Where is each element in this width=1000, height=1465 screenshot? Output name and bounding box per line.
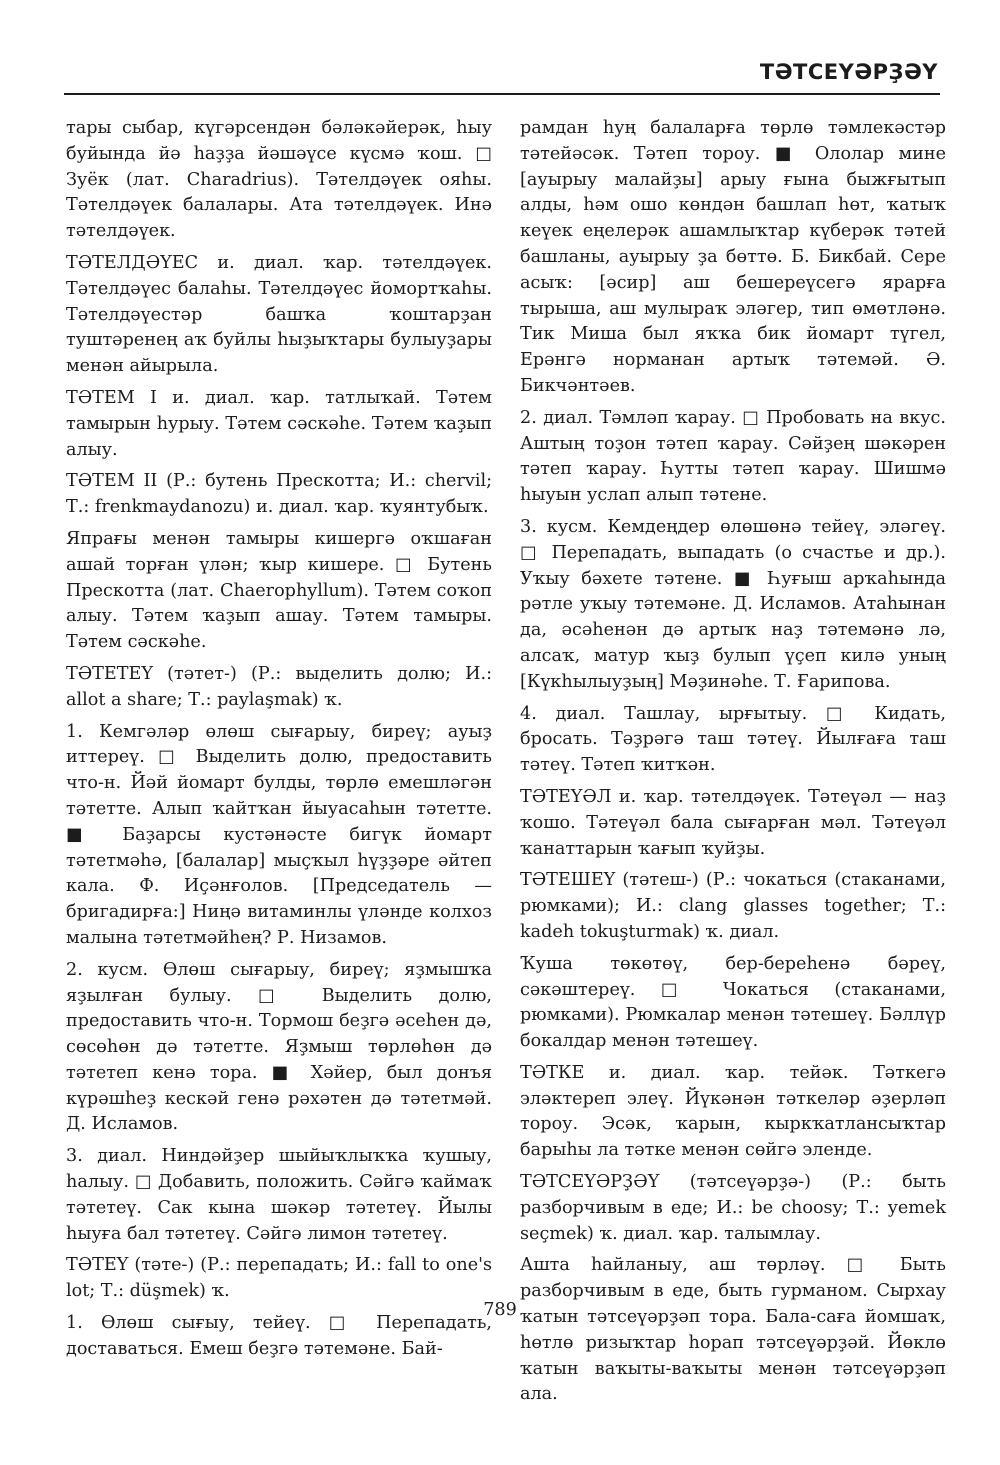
entry-tatseuarzau: ТӘТСЕҮӘРҘӘҮ (тәтсеүәрҙә-) (Р.: быть разборчивым в еде; И.: be choosy; Т.: yemek seçmek) ҡ. диал. ҡар. талымлау. — [520, 1172, 946, 1244]
entry-tateteu-sense-1: 1. Кемгәләр өлөш сығарыу, биреү; ауыҙ иттереү. □ Выделить долю, предоставить что-н. Йәй йомарт булды, төрлө емешләгән тәтетте. Алып ҡайтҡан йыуасаһын тәтетте. ■ Баҙарсы кустәнәсте бигүк йомарт тәтетмәһә, [балалар] мыҫҡыл һүҙҙәре әйтеп кала. Ф. Иҫәнғолов. [Председатель — бригадирға:] Ниңә витаминлы үләнде колхоз малына тәтетмәйһең? Р. Низамов. — [66, 721, 492, 948]
entry-tateteu: ТӘТЕТЕҮ (тәтет-) (Р.: выделить долю; И.: allot a share; Т.: paylaşmak) ҡ. — [66, 663, 492, 710]
entry-tateual: ТӘТЕҮӘЛ и. ҡар. тәтелдәүек. Тәтеүәл — наҙ ҡошо. Тәтеүәл бала сығарған мәл. Тәтеүәл ҡанаттарын ҡағып ҡуйҙы. — [520, 786, 946, 859]
entry-tateteu-sense-3: 3. диал. Ниндәйҙер шыйыҡлыҡҡа ҡушыу, һалыу. □ Добавить, положить. Сәйгә ҡаймаҡ тәтетеү. Сак кына шәкәр тәтетеү. Йылы һыуға бал тәтетеү. Сәйгә лимон тәтетеү. — [66, 1146, 492, 1244]
entry-continuation: тары сыбар, күгәрсендән бәләкәйерәк, һыу буйында йә һаҙҙа йәшәүсе күсмә ҡош. □ Зуёк (лат. Charadrius). Тәтелдәүек ояһы. Тәтелдәүек балалары. Ата тәтелдәүек. Инә тәтелдәүек. — [66, 118, 492, 242]
header-rule — [64, 93, 940, 95]
entry-tateu: ТӘТЕҮ (тәте-) (Р.: перепадать; И.: fall to one's lot; Т.: düşmek) ҡ. — [66, 1255, 492, 1302]
entry-tateu-sense-3: 3. кусм. Кемдеңдер өлөшөнә тейеү, эләгеү. □ Перепадать, выпадать (о счастье и др.). Уҡыу бәхете тәтене. ■ Һуғыш арҡаһында рәтле уҡыу тәтемәне. Д. Исламов. Атаһынан да, әсәһенән дә артыҡ наҙ тәтемәнә лә, алсаҡ, матур ҡыҙ булып үҫеп килә уның [Күкһылыуҙың] Мәҙинәһе. Т. Ғарипова. — [520, 516, 946, 692]
right-column — [520, 116, 946, 1414]
entry-tateu-sense-2: 2. диал. Тәмләп ҡарау. □ Пробовать на вкус. Аштың тоҙон тәтеп ҡарау. Сәйҙең шәкәрен тәтеп ҡарау. Һутты тәтеп ҡарау. Шишмә һыуын услап алып тәтене. — [520, 407, 946, 506]
running-head: ТӘТСЕҮӘРҘӘҮ — [759, 60, 938, 84]
entry-tateldaues: ТӘТЕЛДӘҮЕС и. диал. ҡар. тәтелдәүек. Тәтелдәүес балаһы. Тәтелдәүес йомортҡаһы. Тәтелдәүестәр башҡа ҡоштарҙан туштәренең аҡ буйлы һыҙыҡтары булыуҙары менән айырыла. — [66, 252, 492, 377]
entry-tateu-sense-1: 1. Өлөш сығыу, тейеү. □ Перепадать, доставаться. Емеш беҙгә тәтемәне. Бай- — [66, 1313, 492, 1359]
page-number: 789 — [483, 1300, 517, 1320]
entry-tatseuarzau-definition: Ашта һайланыу, аш төрләү. □ Быть разборчивым в еде, быть гурманом. Сырхау ҡатын тәтсеүәрҙәп тора. Бала-саға йомшаҡ, һөтлө ризыҡтар һорап тәтсеүәрҙәй. Йөклө ҡатын ваҡыты-ваҡыты менән тәтсеүәрҙәп ала. — [520, 1255, 946, 1405]
entry-tateu-continuation: рамдан һуң балаларға төрлө тәмлекәстәр тәтейәсәк. Тәтеп тороу. ■ Ололар мине [ауырыу малайҙы] арыу ғына быжғытып алды, һәм ошо көндән башлап һөт, ҡатыҡ кеүек еңелерәк ашамлыҡтар күберәк тәтей башланы, ауырыу ҙа бөттө. Б. Бикбай. Сере асыҡ: [әсир] аш бешереүсегә ярарға тырыша, аш мулыраҡ эләгер, тип өмөтләнә. Тик Миша был яҡҡа бик йомарт түгел, Ерәнгә норманан артыҡ тәтемәй. Ә. Бикчәнтәев. — [520, 118, 946, 396]
entry-tateshu: ТӘТЕШЕҮ (тәтеш-) (Р.: чокаться (стаканами, рюмками); И.: clang glasses together; Т.: kadeh tokuşturmak) ҡ. диал. — [520, 870, 946, 942]
left-column — [66, 116, 492, 1369]
entry-tatem-2-definition: Япрағы менән тамыры кишергә оҡшаған ашай торған үлән; ҡыр кишере. □ Бутень Прескотта (лат. Chaerophyllum). Тәтем соҡоп алыу. Тәтем ҡаҙып ашау. Тәтем тамыры. Тәтем сәскәһе. — [66, 528, 492, 653]
entry-tatem-2: ТӘТЕМ II (Р.: бутень Прескотта; И.: chervil; Т.: frenkmaydanozu) и. диал. ҡар. ҡуянтубыҡ. — [66, 471, 492, 518]
entry-tateshu-definition: Ҡуша төкөтөү, бер-береһенә бәреү, сәкәштереү. □ Чокаться (стаканами, рюмками). Рюмкалар менән тәтешеү. Бәллүр бокалдар менән тәтешеү. — [520, 953, 946, 1052]
entry-tateteu-sense-2: 2. кусм. Өлөш сығарыу, биреү; яҙмышҡа яҙылған булыу. □ Выделить долю, предоставить что-н. Тормош беҙгә әсеһен дә, сөсөһөн дә тәтетте. Яҙмыш төрлөһөн дә тәтетеп кенә тора. ■ Хәйер, был донъя күрәшһеҙ кескәй генә рәхәтен дә тәтетмәй. Д. Исламов. — [66, 959, 492, 1135]
entry-tateu-sense-4: 4. диал. Ташлау, ырғытыу. □ Кидать, бросать. Тәҙрәгә таш тәтеү. Йылғаға таш тәтеү. Тәтеп ҡитҡән. — [520, 703, 946, 776]
entry-tatem-1: ТӘТЕМ I и. диал. ҡар. татлыҡай. Тәтем тамырын һурыу. Тәтем сәскәһе. Тәтем ҡаҙып алыу. — [66, 387, 492, 460]
entry-tatke: ТӘТКЕ и. диал. ҡар. тейәк. Тәткегә эләктереп элеү. Йүкәнән тәткеләр әҙерләп тороу. Эсәк, ҡарын, кыркҡатлансыҡтар барыһы ла тәтке менән сөйгә эленде. — [520, 1062, 946, 1161]
